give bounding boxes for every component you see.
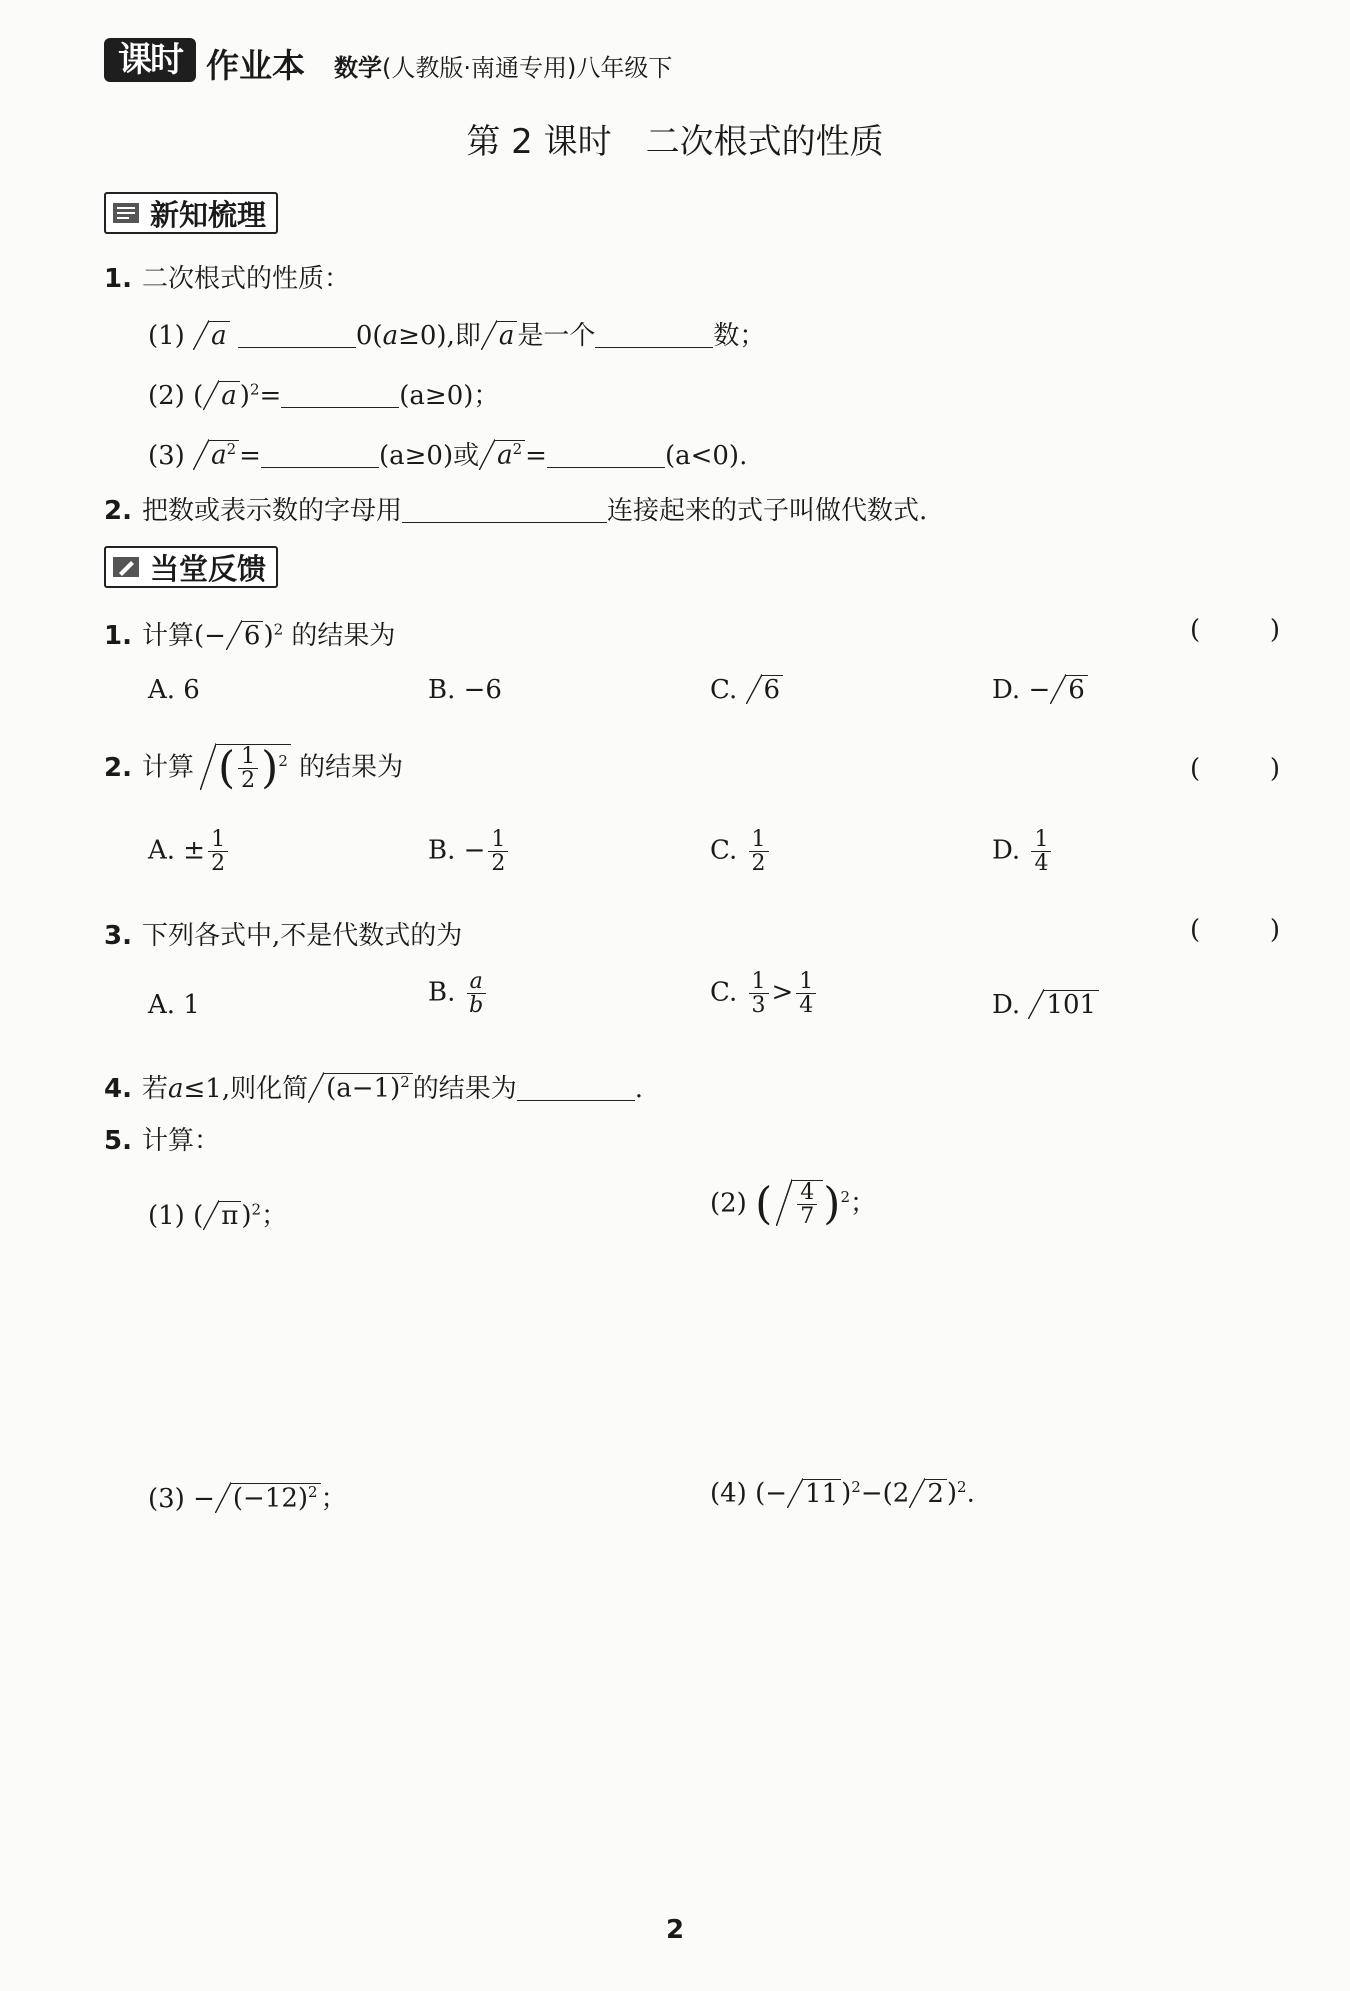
section-title: 新知梳理 bbox=[150, 197, 267, 232]
s2-q5-part2: (2) ( $\frac{4}{7}$ )$^2$； bbox=[710, 1178, 877, 1230]
s2-q3-opt-c[interactable]: C. $\frac{1}{3}$ > $\frac{1}{4}$ bbox=[710, 970, 819, 1017]
part-label: (1) bbox=[148, 321, 185, 351]
radicand: a bbox=[211, 321, 227, 351]
s2-q5-part4: (4) (− 11 )$^2$−(2 2 )$^2$. bbox=[710, 1478, 975, 1509]
text: 的结果为 bbox=[291, 621, 396, 651]
question-number: 3. bbox=[104, 921, 132, 951]
part-label: (3) bbox=[148, 441, 185, 471]
section-title: 当堂反馈 bbox=[150, 551, 267, 586]
text: 数； bbox=[713, 321, 766, 351]
answer-blank[interactable] bbox=[402, 498, 607, 523]
text: (a<0). bbox=[664, 441, 748, 471]
question-text: 计算： bbox=[141, 1126, 220, 1156]
text: 是一个 bbox=[517, 321, 596, 351]
text: 若 bbox=[141, 1074, 168, 1104]
s1-q1 bbox=[104, 258, 350, 295]
text: 计算(− bbox=[141, 621, 226, 651]
answer-blank[interactable] bbox=[281, 383, 399, 408]
question-text: 二次根式的性质： bbox=[141, 264, 350, 294]
answer-paren[interactable]: ( ) bbox=[1190, 754, 1280, 784]
s2-q2-opt-a[interactable]: A. ± $\frac{1}{2}$ bbox=[148, 828, 231, 875]
question-text: 下列各式中,不是代数式的为 bbox=[141, 921, 463, 951]
series-logo: 课时 bbox=[104, 38, 196, 82]
s2-q1-opt-b[interactable]: B. −6 bbox=[428, 675, 502, 705]
s2-q1-opt-a[interactable]: A. 6 bbox=[148, 675, 200, 705]
question-number: 4. bbox=[104, 1074, 132, 1104]
answer-blank[interactable] bbox=[261, 443, 379, 468]
text: 的结果为 bbox=[299, 752, 404, 783]
text: . bbox=[634, 1074, 644, 1104]
part-label: (2) bbox=[148, 381, 185, 411]
text: 把数或表示数的字母用 bbox=[141, 496, 402, 526]
var: a bbox=[167, 1074, 184, 1104]
s2-q4: 4. 若a≤1,则化简 $(a-1)^2$ 的结果为 . bbox=[104, 1073, 644, 1104]
answer-blank[interactable] bbox=[517, 1076, 635, 1101]
s2-q2-opt-b[interactable]: B. − $\frac{1}{2}$ bbox=[428, 828, 511, 875]
answer-blank[interactable] bbox=[238, 323, 356, 348]
text: (a≥0)； bbox=[399, 381, 500, 411]
book-subtitle bbox=[334, 48, 672, 83]
text: ≤1,则化简 bbox=[183, 1074, 309, 1104]
text: ≥0),即 bbox=[398, 321, 481, 351]
radicand: 6 bbox=[243, 621, 261, 651]
question-number: 1. bbox=[104, 264, 132, 294]
s2-q5 bbox=[104, 1120, 220, 1157]
text: (a≥0)或 bbox=[378, 441, 480, 471]
text: 连接起来的式子叫做代数式. bbox=[606, 496, 928, 526]
s2-q1-opt-c[interactable]: C. 6 bbox=[710, 675, 783, 706]
s2-q3 bbox=[104, 915, 462, 952]
s2-q2-opt-d[interactable]: D. $\frac{1}{4}$ bbox=[992, 828, 1054, 875]
s2-q1-opt-d[interactable]: D. − 6 bbox=[992, 675, 1088, 706]
s2-q2-opt-c[interactable]: C. $\frac{1}{2}$ bbox=[710, 828, 772, 875]
subject: 数学 bbox=[334, 54, 382, 82]
page-number: 2 bbox=[665, 1915, 685, 1945]
s2-q5-part1: (1) ( π )$^2$； bbox=[148, 1200, 288, 1231]
s2-q1: 1. 计算(− 6 )$^2$ 的结果为 bbox=[104, 620, 396, 651]
section-new-knowledge bbox=[104, 192, 278, 234]
s1-q2 bbox=[104, 490, 927, 527]
text: 的结果为 bbox=[412, 1074, 517, 1104]
s1-q1-part2: (2) ( a )$^2$= (a≥0)； bbox=[148, 380, 500, 411]
answer-paren[interactable]: ( ) bbox=[1190, 915, 1280, 945]
book-title: 作业本 bbox=[206, 46, 305, 85]
s2-q3-opt-a[interactable]: A. 1 bbox=[148, 990, 200, 1020]
s2-q2: 2. 计算 ( $\frac{1}{2}$ )$^2$ 的结果为 bbox=[104, 742, 404, 794]
s2-q3-opt-b[interactable]: B. $\frac{a}{b}$ bbox=[428, 970, 489, 1017]
s1-q1-part3: (3) $a^2 = (a\ge 0)$或 $a^2 = (a<0)$. bbox=[148, 440, 748, 471]
pencil-icon bbox=[112, 555, 140, 579]
var: a bbox=[382, 321, 399, 351]
radicand: a bbox=[498, 321, 515, 351]
section-class-feedback bbox=[104, 546, 278, 588]
s2-q5-part3: $(3) - (-12)^2$ ； bbox=[148, 1483, 347, 1514]
question-number: 1. bbox=[104, 621, 132, 651]
radicand: (a−1) bbox=[326, 1074, 401, 1104]
answer-blank[interactable] bbox=[547, 443, 665, 468]
book-icon bbox=[112, 201, 140, 225]
s1-q1-part1 bbox=[148, 315, 765, 352]
s2-q3-opt-d[interactable]: D. 101 bbox=[992, 990, 1099, 1021]
answer-blank[interactable] bbox=[595, 323, 713, 348]
text: 0( bbox=[355, 321, 383, 351]
answer-paren[interactable]: ( ) bbox=[1190, 615, 1280, 645]
question-number: 5. bbox=[104, 1126, 132, 1156]
edition: (人教版·南通专用)八年级下 bbox=[382, 54, 673, 82]
question-number: 2. bbox=[104, 752, 132, 783]
text: 计算 bbox=[141, 752, 194, 783]
lesson-title: 第 2 课时 二次根式的性质 bbox=[466, 122, 884, 162]
question-number: 2. bbox=[104, 496, 132, 526]
